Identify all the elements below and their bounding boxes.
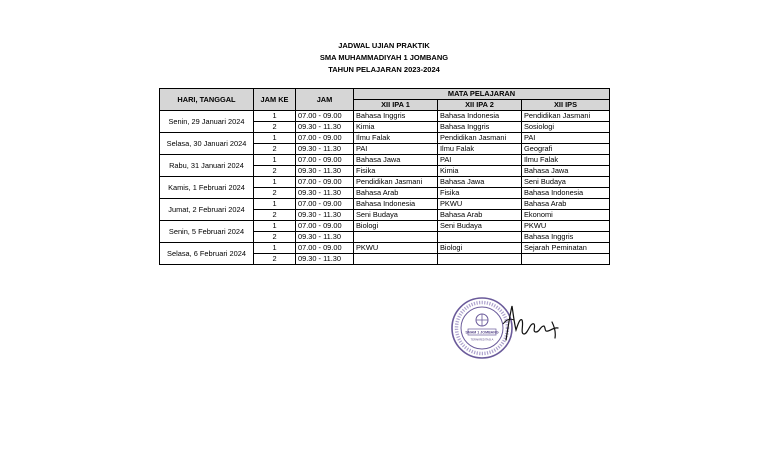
time-cell: 07.00 - 09.00: [296, 111, 354, 122]
subject-cell: Seni Budaya: [354, 210, 438, 221]
day-cell: Rabu, 31 Januari 2024: [160, 155, 254, 177]
day-cell: Senin, 5 Februari 2024: [160, 221, 254, 243]
table-row: [160, 199, 610, 210]
principal-signature: [500, 300, 566, 346]
subject-cell: Seni Budaya: [438, 221, 522, 232]
subject-cell: Bahasa Arab: [522, 199, 610, 210]
jam-ke-cell: 1: [254, 111, 296, 122]
subject-cell: Bahasa Inggris: [354, 111, 438, 122]
table-row: [160, 177, 610, 188]
subject-cell: Bahasa Jawa: [438, 177, 522, 188]
day-cell: Selasa, 6 Februari 2024: [160, 243, 254, 265]
time-cell: 09.30 - 11.30: [296, 254, 354, 265]
signature-stroke: [506, 306, 558, 340]
subject-cell: PKWU: [438, 199, 522, 210]
day-cell: Jumat, 2 Februari 2024: [160, 199, 254, 221]
subject-cell: Pendidikan Jasmani: [522, 111, 610, 122]
day-cell: Senin, 29 Januari 2024: [160, 111, 254, 133]
day-cell: Selasa, 30 Januari 2024: [160, 133, 254, 155]
table-row: [160, 221, 610, 232]
subject-cell: PAI: [354, 144, 438, 155]
subject-cell: Seni Budaya: [522, 177, 610, 188]
jam-ke-cell: 2: [254, 122, 296, 133]
jam-ke-cell: 1: [254, 243, 296, 254]
header-jam-ke: JAM KE: [254, 89, 296, 111]
time-cell: 09.30 - 11.30: [296, 232, 354, 243]
subject-cell: Bahasa Jawa: [522, 166, 610, 177]
subject-cell: [438, 254, 522, 265]
table-row: [160, 133, 610, 144]
header-day: HARI, TANGGAL: [160, 89, 254, 111]
subject-cell: [438, 232, 522, 243]
jam-ke-cell: 2: [254, 188, 296, 199]
header-class-xii-ips: XII IPS: [522, 100, 610, 111]
jam-ke-cell: 2: [254, 210, 296, 221]
jam-ke-cell: 2: [254, 232, 296, 243]
subject-cell: Fisika: [354, 166, 438, 177]
header-jam: JAM: [296, 89, 354, 111]
subject-cell: Kimia: [438, 166, 522, 177]
subject-cell: [354, 254, 438, 265]
jam-ke-cell: 1: [254, 133, 296, 144]
time-cell: 07.00 - 09.00: [296, 199, 354, 210]
subject-cell: Biologi: [438, 243, 522, 254]
jam-ke-cell: 1: [254, 221, 296, 232]
time-cell: 07.00 - 09.00: [296, 133, 354, 144]
time-cell: 09.30 - 11.30: [296, 188, 354, 199]
stamp-subtext: TERAKREDITASI A: [470, 338, 494, 342]
stamp-inner-ring: [461, 307, 503, 349]
title-line-3: TAHUN PELAJARAN 2023-2024: [328, 65, 440, 74]
time-cell: 09.30 - 11.30: [296, 122, 354, 133]
time-cell: 09.30 - 11.30: [296, 210, 354, 221]
subject-cell: Bahasa Arab: [354, 188, 438, 199]
subject-cell: PKWU: [354, 243, 438, 254]
subject-cell: Bahasa Inggris: [438, 122, 522, 133]
subject-cell: Biologi: [354, 221, 438, 232]
jam-ke-cell: 1: [254, 177, 296, 188]
subject-cell: Geografi: [522, 144, 610, 155]
subject-cell: Ekonomi: [522, 210, 610, 221]
exam-schedule-table: [159, 88, 610, 265]
subject-cell: Bahasa Indonesia: [438, 111, 522, 122]
table-row: [160, 111, 610, 122]
subject-cell: Ilmu Falak: [522, 155, 610, 166]
title-line-2: SMA MUHAMMADIYAH 1 JOMBANG: [319, 53, 449, 62]
header-mata-pelajaran: MATA PELAJARAN: [354, 89, 610, 100]
subject-cell: Bahasa Indonesia: [354, 199, 438, 210]
jam-ke-cell: 1: [254, 199, 296, 210]
subject-cell: Ilmu Falak: [354, 133, 438, 144]
subject-cell: PAI: [438, 155, 522, 166]
subject-cell: [354, 232, 438, 243]
header-class-xii-ipa-1: XII IPA 1: [354, 100, 438, 111]
subject-cell: PAI: [522, 133, 610, 144]
document-title-block: [0, 40, 768, 76]
table-row: [160, 243, 610, 254]
time-cell: 09.30 - 11.30: [296, 166, 354, 177]
subject-cell: Kimia: [354, 122, 438, 133]
jam-ke-cell: 2: [254, 144, 296, 155]
subject-cell: Bahasa Jawa: [354, 155, 438, 166]
title-line-1: JADWAL UJIAN PRAKTIK: [338, 41, 430, 50]
subject-cell: [522, 254, 610, 265]
stamp-school-name: SMAM 1 JOMBANG: [465, 330, 499, 335]
subject-cell: Fisika: [438, 188, 522, 199]
day-cell: Kamis, 1 Februari 2024: [160, 177, 254, 199]
time-cell: 07.00 - 09.00: [296, 221, 354, 232]
subject-cell: Pendidikan Jasmani: [438, 133, 522, 144]
jam-ke-cell: 2: [254, 254, 296, 265]
subject-cell: Sejarah Peminatan: [522, 243, 610, 254]
subject-cell: PKWU: [522, 221, 610, 232]
header-class-xii-ipa-2: XII IPA 2: [438, 100, 522, 111]
subject-cell: Sosiologi: [522, 122, 610, 133]
table-row: [160, 155, 610, 166]
jam-ke-cell: 2: [254, 166, 296, 177]
subject-cell: Bahasa Arab: [438, 210, 522, 221]
time-cell: 07.00 - 09.00: [296, 177, 354, 188]
subject-cell: Bahasa Indonesia: [522, 188, 610, 199]
subject-cell: Bahasa Inggris: [522, 232, 610, 243]
time-cell: 07.00 - 09.00: [296, 155, 354, 166]
time-cell: 09.30 - 11.30: [296, 144, 354, 155]
subject-cell: Ilmu Falak: [438, 144, 522, 155]
time-cell: 07.00 - 09.00: [296, 243, 354, 254]
subject-cell: Pendidikan Jasmani: [354, 177, 438, 188]
jam-ke-cell: 1: [254, 155, 296, 166]
